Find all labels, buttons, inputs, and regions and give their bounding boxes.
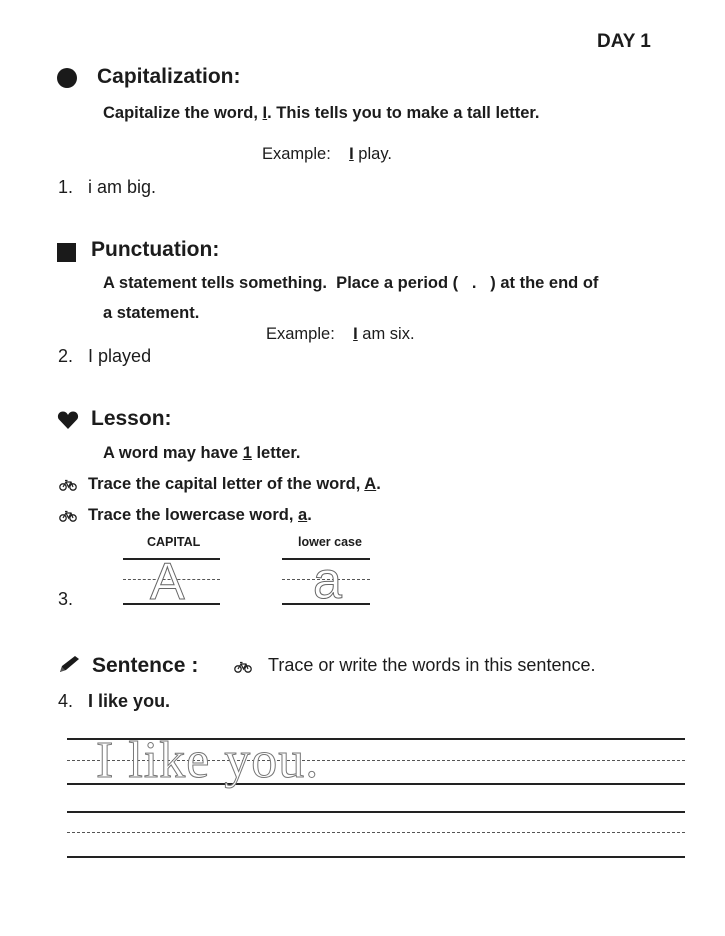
capital-label: CAPITAL: [147, 535, 201, 549]
day-label: DAY 1: [597, 31, 651, 52]
trace-instruction-2: Trace the lowercase word, a.: [88, 506, 312, 524]
sentence-instruction: Trace or write the words in this sentence.: [268, 655, 596, 675]
item-2: 2. I played: [58, 346, 152, 366]
trace-lowercase-letter: a: [313, 552, 342, 610]
bicycle-icon: [59, 510, 77, 522]
lesson-title: Lesson: [91, 407, 165, 430]
item-1-text: i am big.: [88, 177, 157, 197]
item-1: 1. i am big.: [58, 177, 157, 197]
pencil-icon: [58, 654, 82, 674]
capitalization-heading: Capitalization:: [97, 65, 241, 88]
bicycle-icon: [59, 479, 77, 491]
capitalization-example: Example: I play.: [262, 145, 392, 163]
punctuation-title: Punctuation: [91, 238, 213, 261]
lowercase-label: lower case: [298, 535, 362, 549]
trace-instruction-1: Trace the capital letter of the word, A.: [88, 475, 381, 493]
trace-capital-letter: A: [150, 553, 185, 611]
square-bullet-icon: [57, 243, 76, 262]
bicycle-icon: [234, 661, 252, 673]
punctuation-heading: Punctuation:: [91, 238, 220, 261]
capitalization-instruction: Capitalize the word, I. This tells you to make a tall letter.: [103, 104, 540, 122]
item-3-number: 3.: [58, 589, 74, 609]
sentence-heading: Sentence :: [92, 654, 199, 677]
item-2-text: I played: [88, 346, 152, 366]
writing-mid-line-2: [67, 832, 685, 833]
capitalization-title: Capitalization: [97, 65, 234, 88]
item-4: 4. I like you.: [58, 691, 171, 711]
heart-icon: [57, 410, 79, 430]
punctuation-instruction-1: A statement tells something. Place a period ( . ) at the end of: [103, 274, 599, 292]
item-4-text: I like you.: [88, 691, 171, 711]
lesson-heading: Lesson:: [91, 407, 172, 430]
lesson-rule: A word may have 1 letter.: [103, 444, 301, 462]
writing-base-line-2[interactable]: [67, 856, 685, 858]
circle-bullet-icon: [57, 68, 77, 88]
trace-sentence: I like you.: [96, 732, 320, 789]
sentence-title: Sentence: [92, 654, 186, 677]
writing-top-line-2[interactable]: [67, 811, 685, 813]
punctuation-instruction-2: a statement.: [103, 304, 200, 322]
punctuation-example: Example: I am six.: [266, 325, 415, 343]
